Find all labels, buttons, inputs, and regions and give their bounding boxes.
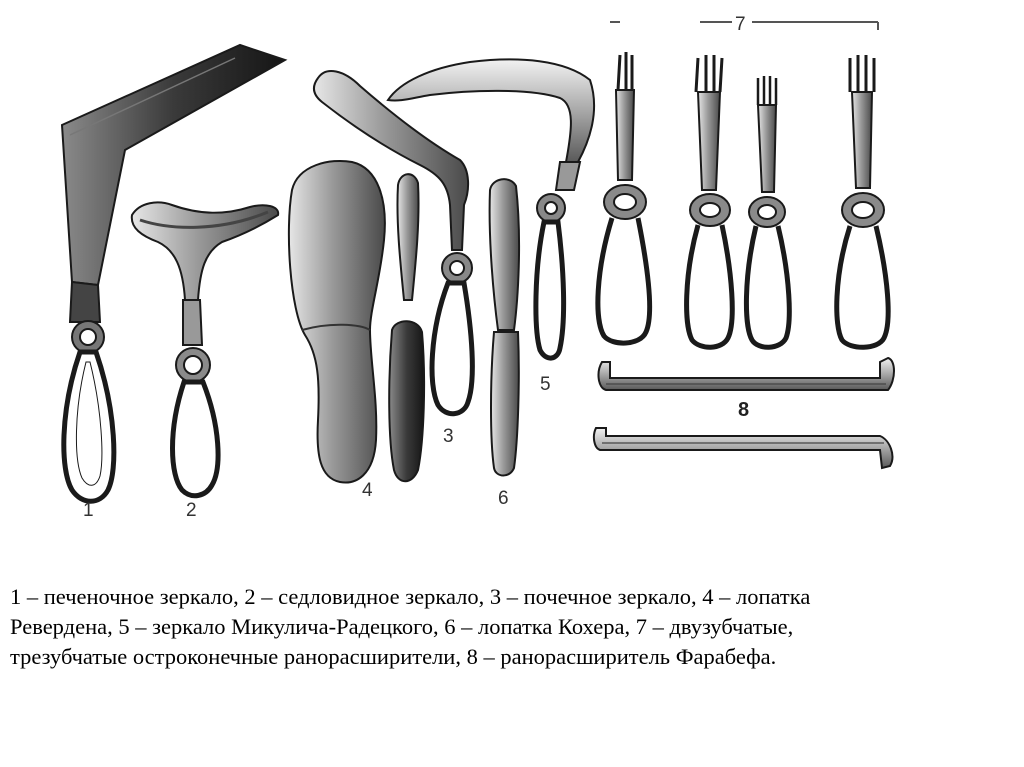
figure-caption <box>10 582 1015 672</box>
label-1: 1 <box>83 500 94 521</box>
label-4: 4 <box>362 480 373 501</box>
label-5: 5 <box>540 374 551 395</box>
instrument-2-saddle-retractor <box>132 202 278 495</box>
caption-line-1: 1 – печеночное зеркало, 2 – седловидное зеркало, 3 – почечное зеркало, 4 – лопатка <box>10 584 811 609</box>
label-2: 2 <box>186 500 197 521</box>
label-7: 7 <box>735 14 746 35</box>
instrument-6-kocher-spatula <box>490 179 519 475</box>
caption-line-2: Ревердена, 5 – зеркало Микулича-Радецкого, 6 – лопатка Кохера, 7 – двузубчатые, <box>10 614 794 639</box>
instrument-7-sharp-retractors <box>598 22 888 347</box>
instrument-4-reverdin-spatula <box>289 161 385 483</box>
label-8: 8 <box>738 399 750 421</box>
label-3: 3 <box>443 426 454 447</box>
label-6: 6 <box>498 488 509 509</box>
caption-line-3: трезубчатые остроконечные ранорасширители, 8 – ранорасширитель Фарабефа. <box>10 644 777 669</box>
